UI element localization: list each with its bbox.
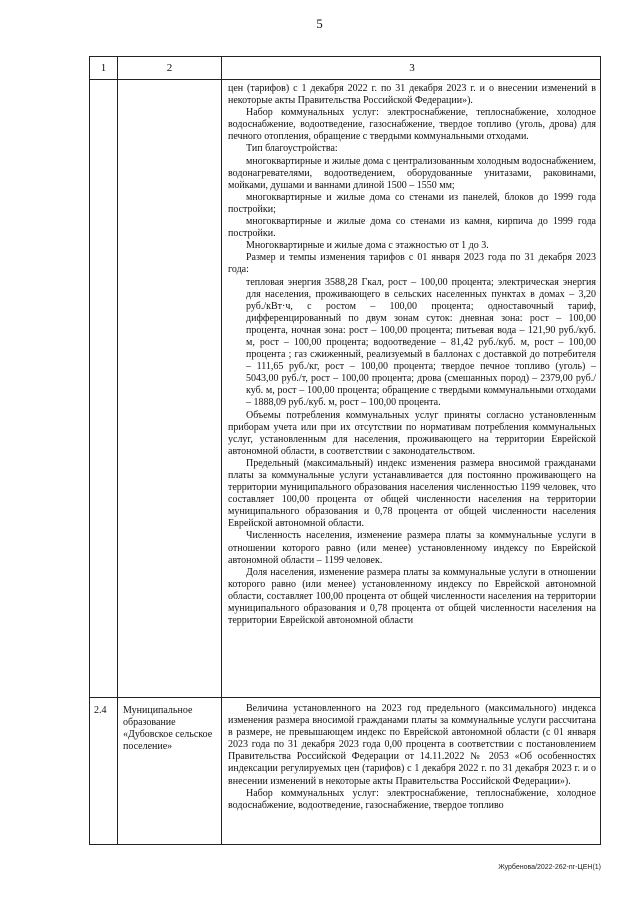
paragraph: Объемы потребления коммунальных услуг приняты согласно установленным приборам учета или при их отсутствии по нормативам потребления коммунальных услуг, установленным для населения, проживающего на территории Еврейской автономной области, в соответствии с законодательством. [228, 409, 596, 457]
paragraph: Численность населения, изменение размера платы за коммунальные услуги в отношении которого равно (или менее) установленному индексу по Еврейской автономной области – 1199 человек. [228, 530, 596, 566]
page-number: 5 [316, 16, 323, 31]
paragraph: Набор коммунальных услуг: электроснабжение, теплоснабжение, холодное водоснабжение, водоотведение, газоснабжение, твердое топливо [228, 787, 596, 811]
paragraph: многоквартирные и жилые дома со стенами из панелей, блоков до 1999 года постройки; [228, 191, 596, 215]
paragraph: Многоквартирные и жилые дома с этажностью от 1 до 3. [246, 240, 489, 252]
header-col-1: 1 [100, 62, 107, 74]
document-code: Журбенова/2022-262-пг-ЦЕН(1) [498, 864, 601, 871]
paragraph: многоквартирные и жилые дома со стенами из камня, кирпича до 1999 года постройки. [228, 216, 596, 240]
paragraph: тепловая энергия 3588,28 Гкал, рост – 100,00 процента; электрическая энергия для населения, проживающего в сельских населенных пунктах в домах – 3,20 руб./кВт·ч, с ростом – 100,00 процента; одноставочный тариф, дифференцированный по двум зонам суток: дневная зона: рост – 100,00 процента, ночная зона: рост – 100,00 процента; питьевая вода – 121,90 руб./куб. м, рост – 100,00 процента; водоотведение – 81,42 руб./куб. м, рост – 100,00 процента ; газ сжиженный, реализуемый в баллонах с доставкой до потребителя – 111,65 руб./кг, рост – 100,00 процента; твердое печное топливо (уголь) – 5043,00 руб./т, рост – 100,00 процента; дрова (смешанных пород) – 2379,00 руб./куб. м, рост – 100,00 процента; обращение с твердыми коммунальными отходами – 1888,09 руб./куб. м, рост – 100,00 процента. [246, 276, 596, 409]
paragraph: Тип благоустройства: [246, 143, 338, 155]
row-number: 2.4 [94, 705, 107, 716]
paragraph: Размер и темпы изменения тарифов с 01 января 2023 года по 31 декабря 2023 года: [228, 252, 596, 276]
row-divider [90, 697, 600, 698]
header-divider [90, 79, 600, 80]
paragraph: цен (тарифов) с 1 декабря 2022 г. по 31 декабря 2023 г. и о внесении изменений в некоторые акты Правительства Российской Федерации»). [228, 83, 596, 107]
header-col-2: 2 [166, 62, 173, 74]
paragraph: Набор коммунальных услуг: электроснабжение, теплоснабжение, холодное водоснабжение, водоотведение, газоснабжение, твердое топливо (уголь, дрова) для печного отопления, обращение с твердыми коммунальными отходами. [228, 107, 596, 143]
paragraph: Доля населения, изменение размера платы за коммунальные услуги в отношении которого равно (или менее) установленному индексу по Еврейской автономной области, составляет 100,00 процента от общей численности населения на территории муниципального образования и 0,78 процента от общей численности населения на территории Еврейской автономной области [228, 566, 596, 627]
municipality-name: Муниципальное образование «Дубовское сельское поселение» [123, 705, 213, 752]
paragraph: Величина установленного на 2023 год предельного (максимального) индекса изменения размера вносимой гражданами платы за коммунальные услуги рассчитана в размере, не превышающем индекс по Еврейской автономной области (с 01 января 2023 года по 31 декабря 2023 года 0,00 процента в соответствии с постановлением Правительства Российской Федерации от 14.11.2022 № 2053 «Об особенностях индексации регулируемых цен (тарифов) с 1 декабря 2022 г. по 31 декабря 2023 г. и о внесении изменений в некоторые акты Правительства Российской Федерации»). [228, 703, 596, 787]
paragraph: Предельный (максимальный) индекс изменения размера вносимой гражданами платы за коммунальные услуги устанавливается для постоянно проживающего на территории муниципального образования населения численностью 1199 человек, что составляет 100,00 процента от общей численности населения на территории муниципального образования и 0,78 процента от общей численности населения Еврейской автономной области. [228, 457, 596, 530]
row-24-content [228, 703, 596, 812]
header-col-3: 3 [409, 62, 415, 74]
column-divider [117, 57, 118, 844]
row-prev-content [228, 83, 596, 627]
paragraph: многоквартирные и жилые дома с централизованным холодным водоснабжением, водонагревателями, водоотведением, оборудованные унитазами, раковинами, мойками, душами и ваннами длиной 1500 – 1550 мм; [228, 155, 596, 191]
tariff-table [89, 56, 601, 845]
